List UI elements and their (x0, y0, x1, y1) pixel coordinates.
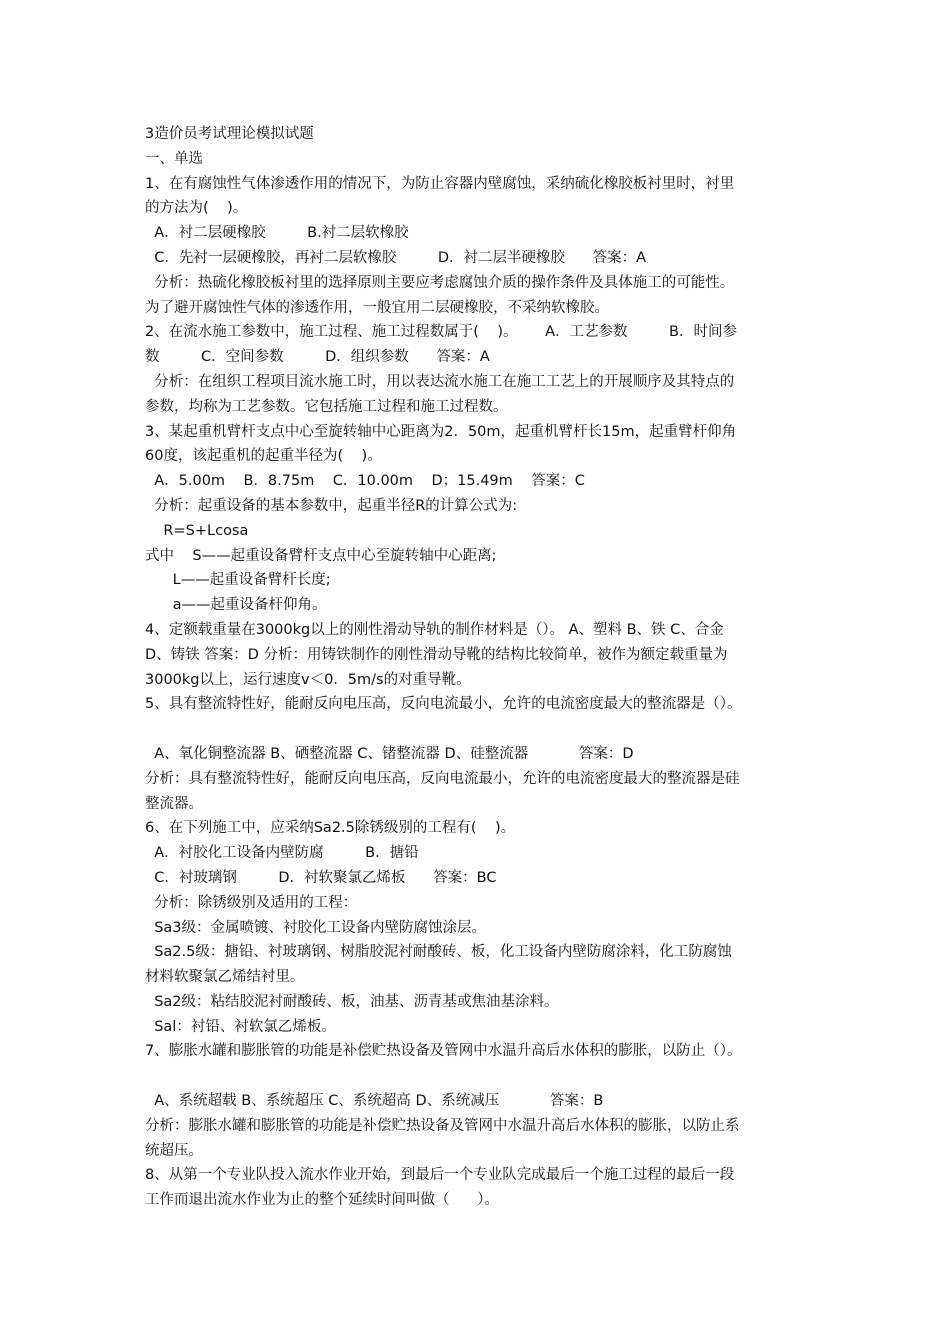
text-line: 5、具有整流特性好，能耐反向电压高，反向电流最小，允许的电流密度最大的整流器是（）。 (145, 696, 742, 713)
text-line: 一、单选 (145, 150, 203, 167)
text-line: 7、膨胀水罐和膨胀管的功能是补偿贮热设备及管网中水温升高后水体积的膨胀，以防止（）。 (145, 1043, 742, 1060)
text-line: Sal：衬铅、衬软氯乙烯板。 (145, 1018, 336, 1035)
text-line: Sa2.5级：搪铅、衬玻璃钢、树脂胶泥衬耐酸砖、板，化工设备内壁防腐涂料，化工防腐蚀 (145, 944, 732, 961)
document-page (145, 122, 810, 1213)
text-line: A．衬二层硬橡胶 B.衬二层软橡胶 (145, 225, 409, 242)
text-line: A．5.00m B．8.75m C．10.00m D；15.49m 答案：C (145, 473, 585, 490)
text-line: 分析：起重设备的基本参数中，起重半径R的计算公式为: (145, 497, 518, 514)
text-line: L——起重设备臂杆长度; (145, 572, 331, 589)
text-line: R=S+Lcosa (145, 522, 249, 539)
text-line: 工作而退出流水作业为止的整个延续时间叫做（ ）。 (145, 1192, 499, 1209)
text-line: 数 C．空间参数 D．组织参数 答案：A (145, 349, 490, 366)
text-line: Sa3级：金属喷镀、衬胶化工设备内壁防腐蚀涂层。 (145, 919, 487, 936)
text-line: 60度，该起重机的起重半径为( )。 (145, 448, 382, 465)
text-line: 参数，均称为工艺参数。它包括施工过程和施工过程数。 (145, 398, 508, 415)
text-line: C．先衬一层硬橡胶，再衬二层软橡胶 D．衬二层半硬橡胶 答案：A (145, 249, 647, 266)
text-line: 1、在有腐蚀性气体渗透作用的情况下，为防止容器内壁腐蚀，采纳硫化橡胶板衬里时，衬里 (145, 175, 735, 192)
text-line: 3、某起重机臂杆支点中心至旋转轴中心距离为2．50m，起重机臂杆长15m，起重臂杆仰角 (145, 423, 737, 440)
text-line: a——起重设备杆仰角。 (145, 597, 327, 614)
text-line: 整流器。 (145, 795, 203, 812)
text-line: 统超压。 (145, 1142, 203, 1159)
text-line: 分析：具有整流特性好，能耐反向电压高，反向电流最小，允许的电流密度最大的整流器是硅 (145, 770, 740, 787)
text-line: 分析：在组织工程项目流水施工时，用以表达流水施工在施工工艺上的开展顺序及其特点的 (145, 373, 735, 390)
text-line: 材料软聚氯乙烯结衬里。 (145, 969, 305, 986)
text-line: A、氧化铜整流器 B、硒整流器 C、锗整流器 D、硅整流器 答案：D (145, 745, 634, 762)
text-line: 8、从第一个专业队投入流水作业开始，到最后一个专业队完成最后一个施工过程的最后一段 (145, 1167, 735, 1184)
text-line: 分析：热硫化橡胶板衬里的选择原则主要应考虑腐蚀介质的操作条件及具体施工的可能性。 (145, 274, 735, 291)
text-line: 为了避开腐蚀性气体的渗透作用，一般宜用二层硬橡胶，不采纳软橡胶。 (145, 299, 609, 316)
text-line: 3000kg以上，运行速度v＜0．5m/s的对重导靴。 (145, 671, 471, 688)
text-line: 的方法为( )。 (145, 200, 248, 217)
text-line: A、系统超载 B、系统超压 C、系统超高 D、系统减压 答案：B (145, 1093, 604, 1110)
text-line (145, 717, 810, 742)
text-line: D、铸铁 答案：D 分析：用铸铁制作的刚性滑动导靴的结构比较简单，被作为额定载重量为 (145, 646, 728, 663)
text-line: A．衬胶化工设备内壁防腐 B．搪铅 (145, 845, 419, 862)
text-line: 分析：膨胀水罐和膨胀管的功能是补偿贮热设备及管网中水温升高后水体积的膨胀，以防止系 (145, 1117, 740, 1134)
text-line: Sa2级：粘结胶泥衬耐酸砖、板，油基、沥青基或焦油基涂料。 (145, 993, 559, 1010)
text-line (145, 1064, 810, 1089)
text-line: 6、在下列施工中，应采纳Sa2.5除锈级别的工程有( )。 (145, 820, 516, 837)
text-line: C．衬玻璃钢 D．衬软聚氯乙烯板 答案：BC (145, 869, 497, 886)
text-line: 3造价员考试理论模拟试题 (145, 126, 314, 142)
text-line: 分析：除锈级别及适用的工程： (145, 894, 358, 911)
text-line: 4、定额载重量在3000kg以上的刚性滑动导轨的制作材料是（）。 A、塑料 B、铁 C、合金 (145, 621, 724, 638)
text-line: 2、在流水施工参数中，施工过程、施工过程数属于( )。 A．工艺参数 B．时间参 (145, 324, 737, 341)
text-line: 式中 S——起重设备臂杆支点中心至旋转轴中心距离; (145, 547, 497, 564)
